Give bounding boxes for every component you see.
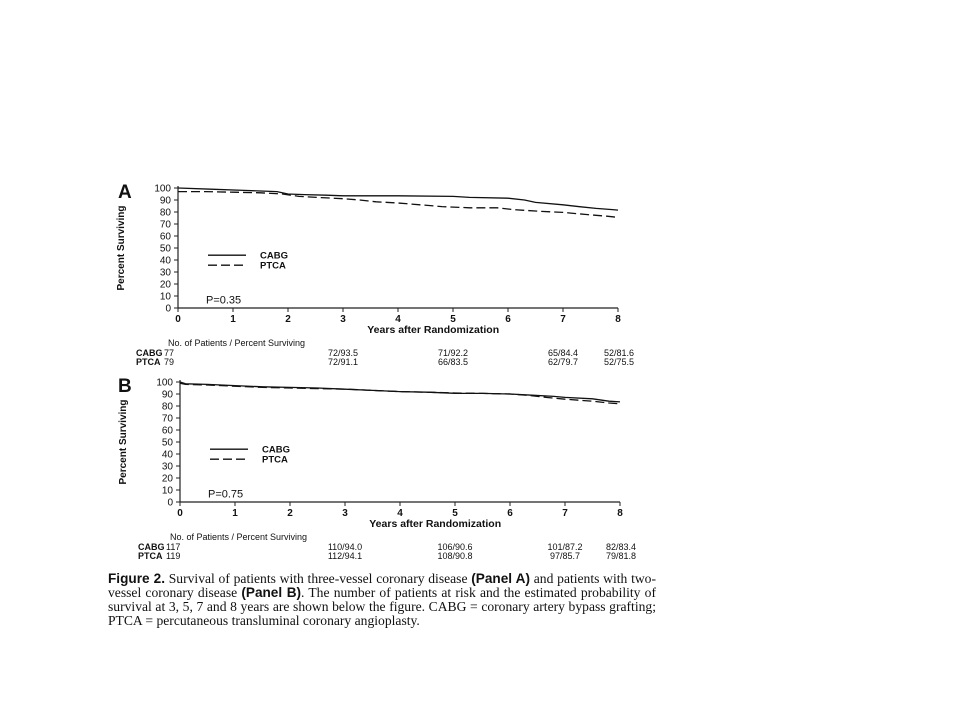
- panel-b-x-tick-label: 8: [617, 508, 623, 519]
- panel-a-legend-label-cabg: CABG: [260, 250, 288, 262]
- panel-a-x-tick-label: 5: [450, 314, 456, 325]
- panel-b-y-axis-label: Percent Surviving: [118, 399, 129, 485]
- panel-a-x-tick-label: 0: [175, 314, 181, 325]
- caption-panel-b: (Panel B): [241, 585, 302, 600]
- panel-b-x-tick-label: 4: [397, 508, 403, 519]
- panel-a-y-tick-label: 30: [159, 267, 171, 279]
- panel-b-x-tick-label: 5: [452, 508, 458, 519]
- panel-b-x-tick-label: 0: [177, 508, 183, 519]
- panel-a-y-axis-label: Percent Surviving: [116, 205, 127, 291]
- panel-b-at-risk-value: 106/90.6: [437, 542, 473, 552]
- panel-b-x-tick-label: 7: [562, 508, 568, 519]
- panel-a-x-tick-label: 8: [615, 314, 621, 325]
- panel-b-y-tick-label: 80: [161, 401, 173, 413]
- panel-a-at-risk-label-ptca: PTCA: [136, 357, 161, 367]
- panel-a-x-tick-label: 6: [505, 314, 511, 325]
- panel-b-series-cabg: [180, 382, 620, 402]
- panel-b-y-tick-label: 90: [161, 389, 173, 401]
- caption-panel-a: (Panel A): [471, 571, 531, 586]
- panel-a-y-tick-label: 0: [165, 303, 171, 315]
- panel-b-at-risk-heading: No. of Patients / Percent Surviving: [170, 532, 308, 542]
- panel-a-at-risk-label-cabg: CABG: [136, 348, 163, 358]
- panel-b-at-risk-value: 110/94.0: [327, 542, 363, 552]
- panel-b-p-value: P=0.75: [208, 488, 244, 501]
- panel-a-y-tick-label: 70: [159, 219, 171, 231]
- panel-a-at-risk-n0: 77: [164, 348, 175, 358]
- panel-b-y-tick-label: 30: [161, 461, 173, 473]
- panel-b-y-tick-label: 50: [161, 437, 173, 449]
- panel-a-x-tick-label: 2: [285, 314, 291, 325]
- panel-a-y-tick-label: 10: [159, 291, 171, 303]
- caption-text-3: . The number of patients at risk and the estimated probability of survival at 3, 5, 7 and 8 years are shown below the figure. CABG = coronary artery bypass grafting; PTCA = percutaneous transluminal coronary angioplasty.: [108, 585, 656, 628]
- panel-b-x-tick-label: 6: [507, 508, 513, 519]
- panel-b-at-risk-value: 101/87.2: [547, 542, 583, 552]
- panel-b-at-risk-n0: 117: [166, 542, 181, 552]
- figure: [100, 170, 660, 660]
- panel-a-series-cabg: [178, 188, 618, 210]
- panel-a-at-risk-value: 62/79.7: [547, 357, 579, 367]
- panel-a-x-tick-label: 3: [340, 314, 346, 325]
- panel-b-x-tick-label: 1: [232, 508, 238, 519]
- panel-b-at-risk-value: 79/81.8: [606, 551, 637, 561]
- panel-b-legend-label-cabg: CABG: [262, 444, 290, 456]
- caption-text-1: Survival of patients with three-vessel coronary disease: [165, 571, 472, 586]
- panel-b-x-axis-label: Years after Randomization: [369, 518, 502, 530]
- panel-b-y-tick-label: 20: [161, 473, 173, 485]
- panel-a-x-tick-label: 7: [560, 314, 566, 325]
- panel-a-y-tick-label: 90: [159, 195, 171, 207]
- panel-b-y-tick-label: 70: [161, 413, 173, 425]
- panel-a-at-risk-heading: No. of Patients / Percent Surviving: [168, 338, 306, 348]
- panel-b-at-risk-label-cabg: CABG: [138, 542, 165, 552]
- panel-a-x-axis-label: Years after Randomization: [367, 324, 500, 336]
- panel-a-label: A: [118, 182, 132, 203]
- panel-b-label: B: [118, 376, 132, 397]
- panel-a-at-risk-value: 65/84.4: [547, 348, 579, 358]
- panel-b-y-tick-label: 60: [161, 425, 173, 437]
- panel-a-p-value: P=0.35: [206, 294, 242, 307]
- panel-a-at-risk-n0: 79: [164, 357, 175, 367]
- panel-a-legend-label-ptca: PTCA: [260, 260, 286, 272]
- panel-a-at-risk-value: 72/93.5: [327, 348, 359, 358]
- panel-a-y-tick-label: 80: [159, 207, 171, 219]
- panel-b-x-tick-label: 3: [342, 508, 348, 519]
- panel-a-x-tick-label: 1: [230, 314, 236, 325]
- panel-a-at-risk-value: 52/75.5: [604, 357, 635, 367]
- panel-a-at-risk-value: 66/83.5: [437, 357, 469, 367]
- panel-b-y-tick-label: 100: [156, 377, 173, 389]
- caption-text-2: and patients with two-vessel coronary disease: [108, 571, 656, 600]
- figure-caption: [108, 572, 656, 628]
- caption-figure-label: Figure 2.: [108, 571, 165, 586]
- panel-a-y-tick-label: 60: [159, 231, 171, 243]
- panel-b-series-ptca: [180, 383, 620, 404]
- panel-b-x-tick-label: 2: [287, 508, 293, 519]
- panel-b-at-risk-value: 108/90.8: [437, 551, 473, 561]
- panel-a-at-risk-value: 52/81.6: [604, 348, 635, 358]
- panel-b-legend-label-ptca: PTCA: [262, 454, 288, 466]
- panel-b-y-tick-label: 40: [161, 449, 173, 461]
- panel-a-y-tick-label: 40: [159, 255, 171, 267]
- panel-a-at-risk-value: 72/91.1: [327, 357, 359, 367]
- panel-a-x-tick-label: 4: [395, 314, 401, 325]
- panel-a-at-risk-value: 71/92.2: [437, 348, 469, 358]
- survival-charts: [100, 170, 660, 570]
- panel-b-at-risk-value: 112/94.1: [327, 551, 363, 561]
- panel-a-y-tick-label: 50: [159, 243, 171, 255]
- panel-a-y-tick-label: 100: [154, 183, 171, 195]
- panel-b-at-risk-value: 82/83.4: [606, 542, 637, 552]
- panel-a-y-tick-label: 20: [159, 279, 171, 291]
- panel-b-at-risk-label-ptca: PTCA: [138, 551, 163, 561]
- panel-b-at-risk-value: 97/85.7: [549, 551, 581, 561]
- panel-b-y-tick-label: 10: [161, 485, 173, 497]
- panel-b-at-risk-n0: 119: [166, 551, 181, 561]
- panel-b-y-tick-label: 0: [167, 497, 173, 509]
